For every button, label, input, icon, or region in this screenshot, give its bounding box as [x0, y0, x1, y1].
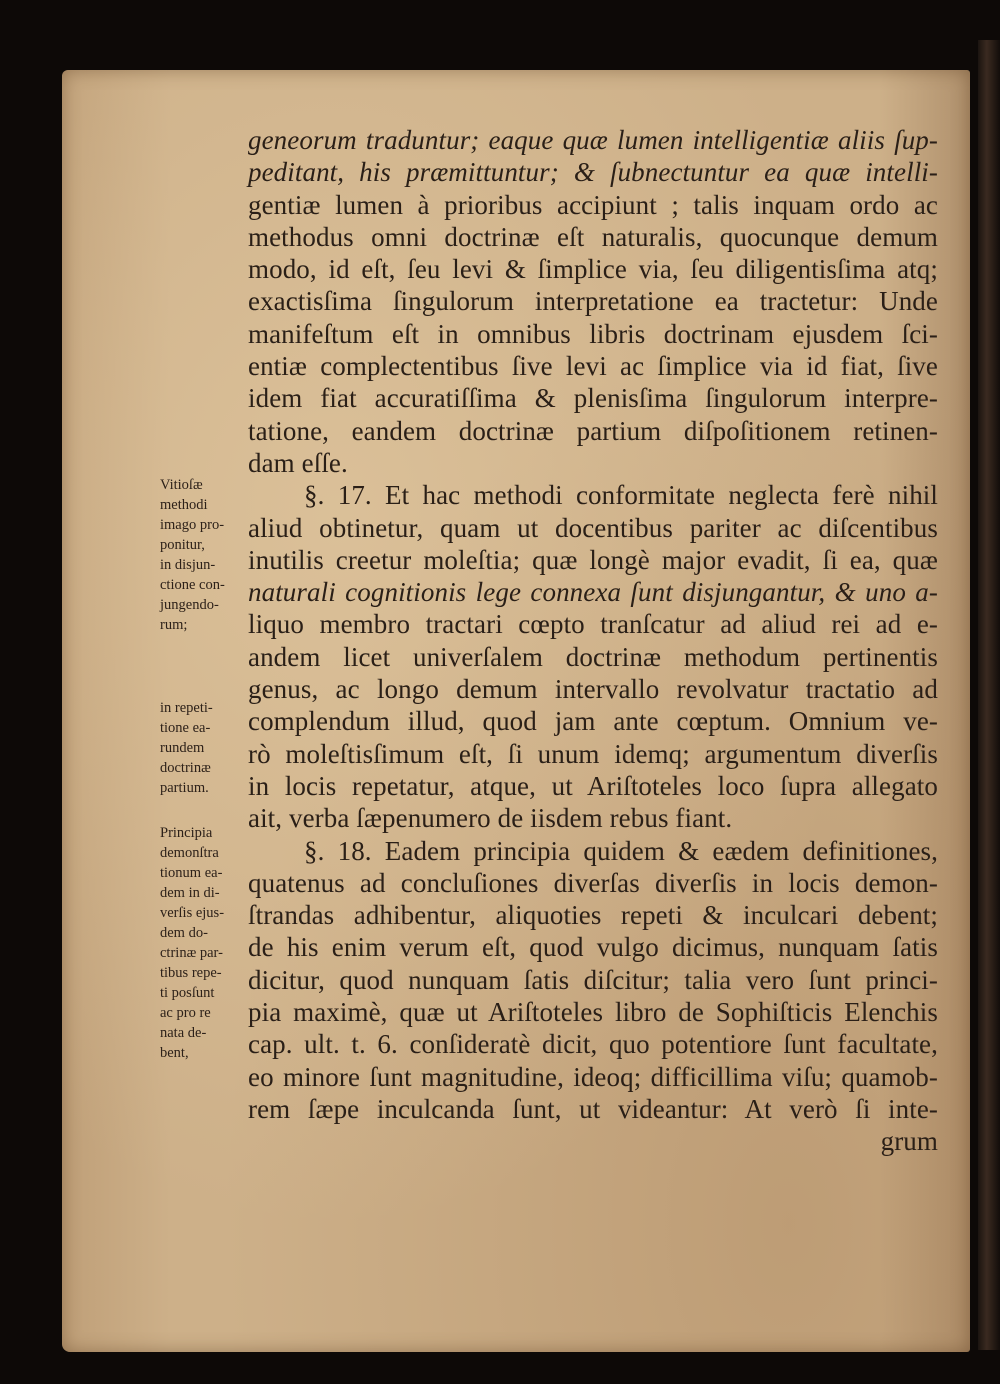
margin-note-line: ponitur,	[160, 537, 205, 553]
text-line: manifeſtum eſt in omnibus libris doctrinam ejusdem ſci-	[248, 318, 938, 349]
text-line: rem ſæpe inculcanda ſunt, ut videantur: At verò ſi inte-	[248, 1093, 938, 1124]
margin-note-line: demonſtra	[160, 845, 219, 861]
margin-note-line: tionum ea-	[160, 865, 223, 881]
text-line: peditant, his præmittuntur; & ſubnectuntur ea quæ intelli-	[248, 157, 938, 188]
margin-note-line: in repeti-	[160, 700, 213, 716]
text-line: quatenus ad concluſiones diverſas diverſis in locis demon-	[248, 867, 938, 898]
margin-note-line: nata de-	[160, 1025, 207, 1041]
margin-note-line: tione ea-	[160, 720, 211, 736]
text-line: dam eſſe.	[248, 447, 348, 478]
margin-note-line: Principia	[160, 825, 213, 841]
text-line: idem fiat accuratiſſima & plenisſima ſingulorum interpre-	[248, 383, 938, 414]
margin-note-line: partium.	[160, 780, 209, 796]
margin-note-line: ctione con-	[160, 577, 225, 593]
text-line: in locis repetatur, atque, ut Ariſtoteles loco ſupra allegato	[248, 770, 938, 801]
text-line: aliud obtinetur, quam ut docentibus pariter ac diſcentibus	[248, 512, 938, 543]
margin-note-line: tibus repe-	[160, 965, 222, 981]
margin-note-line: ctrinæ par-	[160, 945, 223, 961]
text-line: grum	[880, 1126, 938, 1157]
margin-note-line: ac pro re	[160, 1005, 211, 1021]
text-line: entiæ complectentibus ſive levi ac ſimplice via id fiat, ſive	[248, 351, 938, 382]
margin-note-line: dem in di-	[160, 885, 220, 901]
margin-note-line: dem do-	[160, 925, 208, 941]
book-binding-edge	[978, 40, 1000, 1350]
text-line: methodus omni doctrinæ eſt naturalis, quocunque demum	[248, 221, 938, 252]
text-line: pia maximè, quæ ut Ariſtoteles libro de Sophiſticis Elenchis	[248, 997, 938, 1028]
margin-note-line: rundem	[160, 740, 205, 756]
margin-note-line: Vitioſæ	[160, 477, 203, 493]
text-line: complendum illud, quod jam ante cœptum. Omnium ve-	[248, 706, 938, 737]
margin-note-line: doctrinæ	[160, 760, 211, 776]
text-line: genus, ac longo demum intervallo revolvatur tractatio ad	[248, 674, 938, 705]
margin-note-line: rum;	[160, 617, 188, 633]
margin-note-principia-demonstrationum	[160, 823, 256, 1063]
text-line: geneorum traduntur; eaque quæ lumen intelligentiæ aliis ſup-	[248, 125, 938, 155]
text-line: inutilis creetur moleſtia; quæ longè major evadit, ſi ea, quæ	[248, 544, 938, 575]
margin-note-line: verſis ejus-	[160, 905, 225, 921]
margin-note-line: ti posſunt	[160, 985, 215, 1001]
text-line: de his enim verum eſt, quod vulgo dicimus, nunquam ſatis	[248, 932, 938, 963]
text-line: gentiæ lumen à prioribus accipiunt ; talis inquam ordo ac	[248, 189, 938, 220]
text-line: §. 18. Eadem principia quidem & eædem definitiones,	[304, 835, 938, 866]
margin-note-line: in disjun-	[160, 557, 216, 573]
margin-note-line: methodi	[160, 497, 208, 513]
margin-note-line: bent,	[160, 1045, 189, 1061]
text-line: §. 17. Et hac methodi conformitate neglecta ferè nihil	[304, 480, 938, 511]
text-line: rò moleſtisſimum eſt, ſi unum idemq; argumentum diverſis	[248, 738, 938, 769]
margin-note-line: imago pro-	[160, 517, 225, 533]
text-line: ſtrandas adhibentur, aliquoties repeti & inculcari debent;	[248, 900, 938, 931]
text-line: dicitur, quod nunquam ſatis diſcitur; talia vero ſunt princi-	[248, 964, 938, 995]
text-line: eo minore ſunt magnitudine, ideoq; difficillima viſu; quamob-	[248, 1061, 938, 1092]
text-line: naturali cognitionis lege connexa ſunt disjungantur, & uno a-	[248, 577, 938, 608]
text-line: tatione, eandem doctrinæ partium diſpoſitionem retinen-	[248, 415, 938, 446]
margin-note-line: jungendo-	[160, 597, 219, 613]
text-line: andem licet univerſalem doctrinæ methodum pertinentis	[248, 641, 938, 672]
main-text-column	[248, 124, 938, 1158]
margin-note-vitiosae-methodi	[160, 475, 256, 635]
text-line: cap. ult. t. 6. conſideratè dicit, quo potentiore ſunt facultate,	[248, 1029, 938, 1060]
margin-note-in-repetitione	[160, 698, 256, 798]
text-line: ait, verba ſæpenumero de iisdem rebus fiant.	[248, 803, 733, 834]
text-line: modo, id eſt, ſeu levi & ſimplice via, ſeu diligentisſima atq;	[248, 254, 938, 285]
text-line: exactisſima ſingulorum interpretatione ea tractetur: Unde	[248, 286, 938, 317]
text-line: liquo membro tractari cœpto tranſcatur ad aliud rei ad e-	[248, 609, 938, 640]
